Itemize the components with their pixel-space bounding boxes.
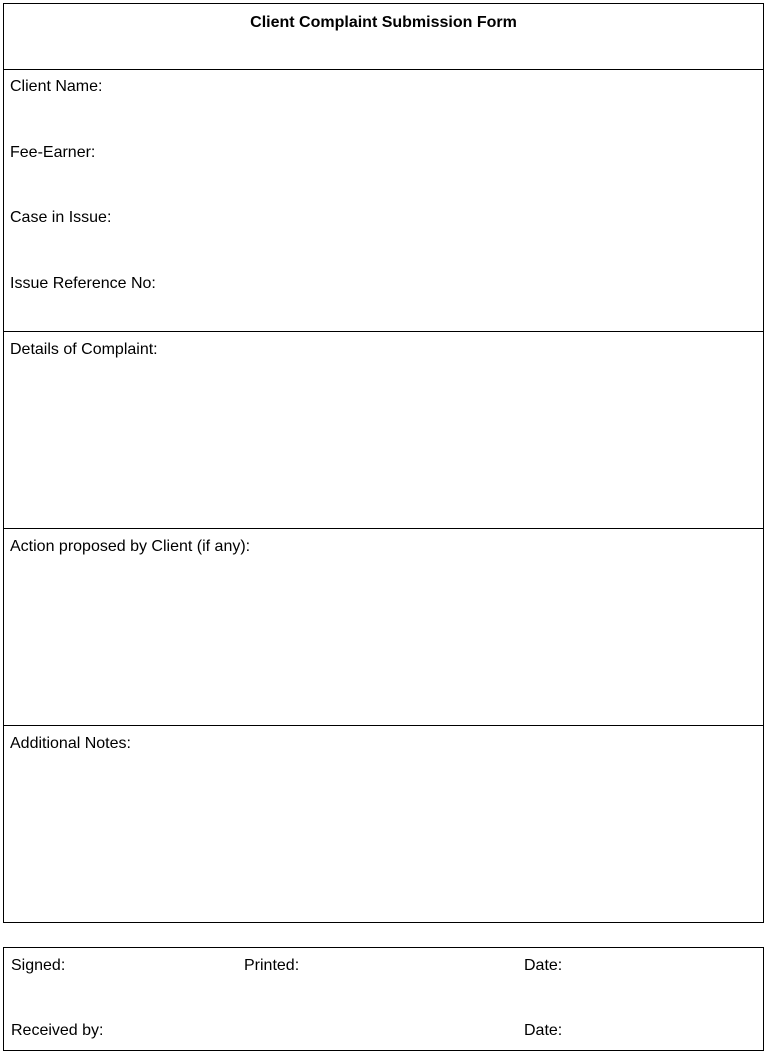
received-date-label: Date:: [524, 1022, 563, 1039]
divider-title: [4, 69, 763, 70]
form-title: Client Complaint Submission Form: [250, 14, 517, 31]
case-in-issue-label: Case in Issue:: [10, 209, 112, 226]
action-proposed-area[interactable]: [4, 530, 763, 725]
fee-earner-label: Fee-Earner:: [10, 144, 96, 161]
divider-action: [4, 725, 763, 726]
complaint-form-box: [3, 3, 764, 923]
issue-reference-label: Issue Reference No:: [10, 275, 156, 292]
divider-details: [4, 528, 763, 529]
details-of-complaint-label: Details of Complaint:: [10, 341, 158, 358]
printed-label: Printed:: [244, 957, 300, 974]
date-label: Date:: [524, 957, 563, 974]
action-proposed-label: Action proposed by Client (if any):: [10, 538, 251, 555]
divider-fields: [4, 331, 763, 332]
signoff-box: [3, 947, 764, 1051]
client-name-label: Client Name:: [10, 78, 103, 95]
details-of-complaint-area[interactable]: [4, 333, 763, 528]
received-by-label: Received by:: [11, 1022, 104, 1039]
additional-notes-label: Additional Notes:: [10, 735, 131, 752]
signed-label: Signed:: [11, 957, 66, 974]
additional-notes-area[interactable]: [4, 727, 763, 921]
